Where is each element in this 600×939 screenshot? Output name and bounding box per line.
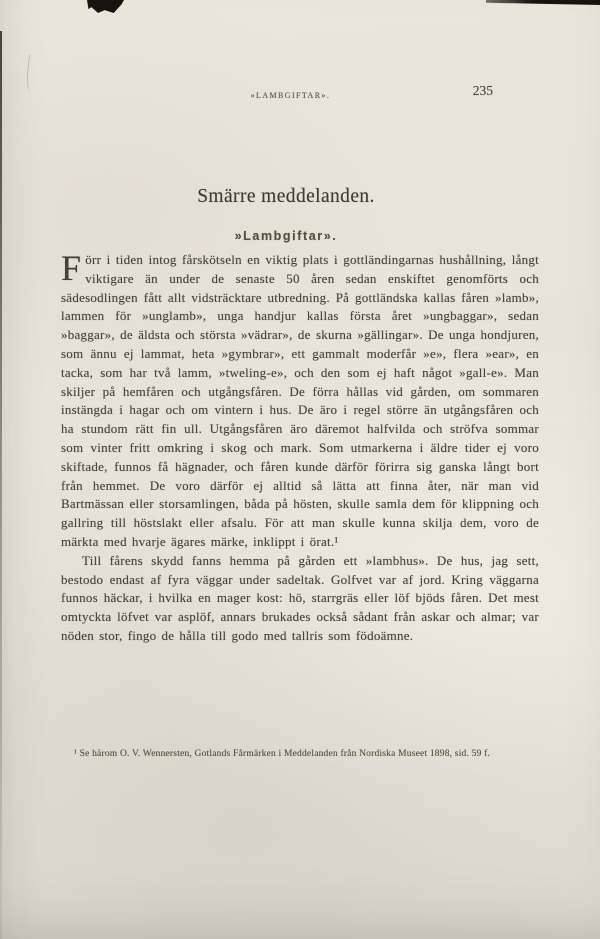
- scan-edge-artifact: [486, 0, 600, 5]
- footnote: ¹ Se härom O. V. Wennersten, Gotlands Fårmärken i Meddelanden från Nordiska Museet 1898, sid. 59 f.: [74, 749, 491, 759]
- page-edge-shadow: [0, 31, 2, 939]
- paper-scratch-artifact: [25, 55, 37, 94]
- article-title: »Lambgiftar».: [234, 229, 338, 243]
- paragraph-1: [61, 248, 539, 552]
- section-title: Smärre meddelanden.: [197, 186, 375, 207]
- running-head: [61, 83, 539, 106]
- paragraph-1-text: örr i tiden intog fårskötseln en viktig plats i gottländingarnas hushållning, långt viktigare än under de senaste 50 åren sedan enskiftet genomförts och sädesodlingen fått allt vidsträcktare utbredning. På gottländska kallas fåren »lamb», lammen för »unglamb», unga handjur kallas första året »ungbaggar», sedan »baggar», de äldsta och största »vädrar», de skurna »gällingar». De unga hondjuren, som ännu ej lammat, heta »gymbrar», ett gammalt moderfår »e», flera »ear», en tacka, som har två lamm, »tweling-e», och den som ej haft något »gall-e». Man skiljer på hemfåren och utgångsfåren. De förra hållas vid gården, om sommaren instängda i hagar och om vintern i hus. De äro i regel större än utgångsfåren och ha stundom rätt fin ull. Utgångsfåren äro däremot halfvilda och ströfva sommar som vinter fritt omkring i skog och mark. Som utmarkerna i äldre tider ej voro skiftade, funnos få hägnader, och fåren kunde därför förirra sig ganska långt bort från hemmet. De voro därför ej alltid så lätta att finna åter, när man vid Bartmässan eller storsamlingen, båda på hösten, skulle samla dem för klippning och gallring till höstslakt eller afsalu. För att man skulle kunna skilja dem, voro de märkta med hvarje ägares märke, inklippt i örat.¹: [61, 252, 539, 549]
- ink-blot-artifact: [87, 0, 124, 13]
- paragraph-2: Till fårens skydd fanns hemma på gården ett »lambhus». De hus, jag sett, bestodo endast af fyra väggar under sadeltak. Golfvet var af jord. Kring väggarna funnos häckar, i hvilka en mager kost: hö, starrgräs eller löf bjöds fåren. Det mest omtyckta löfvet var asplöf, annars brukades också sådant från askar och almar; var nöden stor, fingo de hålla till godo med tallris som födoämne.: [61, 552, 539, 643]
- article-body: [61, 248, 539, 646]
- page-number: 235: [472, 83, 493, 98]
- running-header-title: »LAMBGIFTAR».: [250, 91, 331, 100]
- drop-cap: F: [61, 248, 82, 288]
